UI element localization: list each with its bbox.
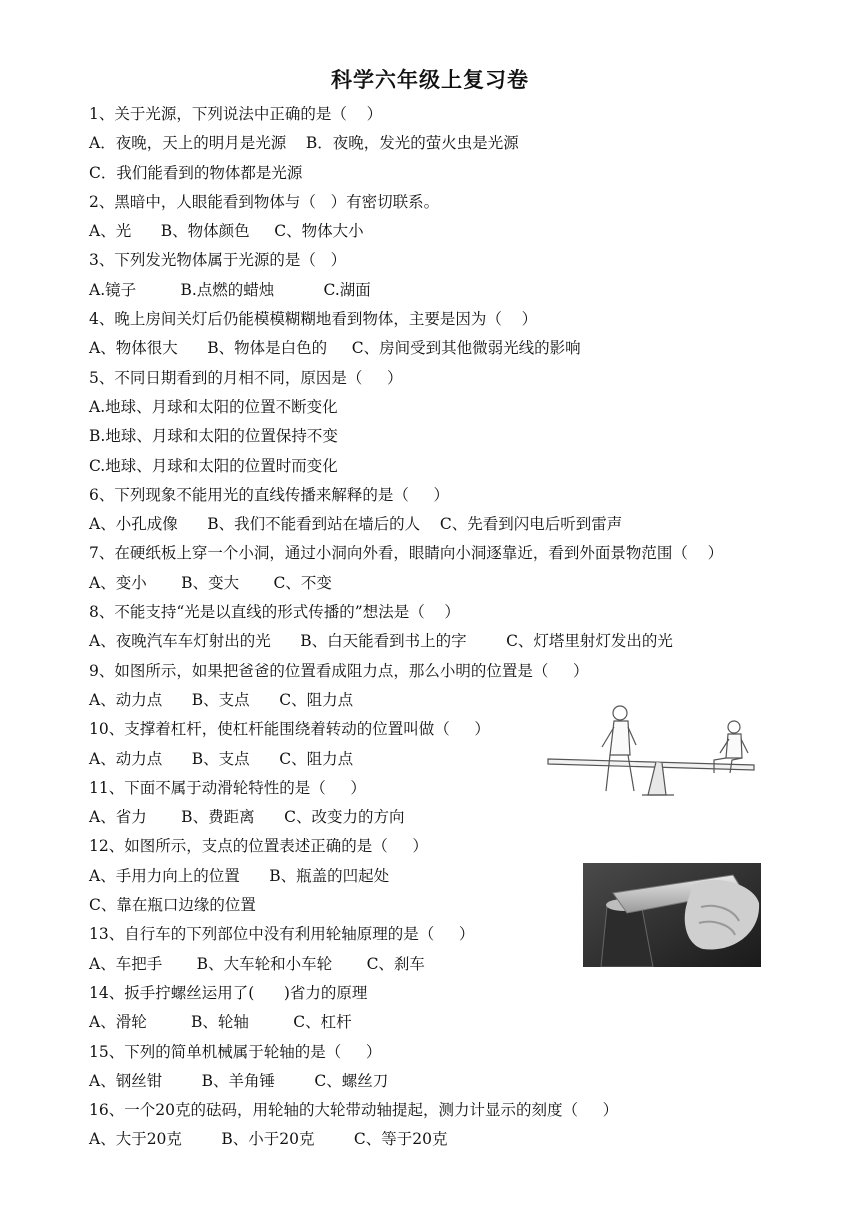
text-line: C、靠在瓶口边缘的位置 — [89, 896, 256, 915]
text-line: A、小孔成像 B、我们不能看到站在墙后的人 C、先看到闪电后听到雷声 — [89, 515, 623, 534]
bottle-opener-photo — [583, 863, 761, 967]
text-line: 1、关于光源，下列说法中正确的是（ ） — [89, 105, 383, 123]
text-line: B.地球、月球和太阳的位置保持不变 — [89, 427, 338, 446]
text-line: A.地球、月球和太阳的位置不断变化 — [89, 397, 338, 416]
text-line: 5、不同日期看到的月相不同，原因是（ ） — [89, 368, 403, 387]
text-line: 12、如图所示，支点的位置表述正确的是（ ） — [89, 837, 428, 856]
text-line: 8、不能支持“光是以直线的形式传播的”想法是（ ） — [89, 603, 460, 622]
text-line: 16、一个20克的砝码，用轮轴的大轮带动轴提起，测力计显示的刻度（ ） — [89, 1101, 619, 1120]
text-line: 3、下列发光物体属于光源的是（ ） — [89, 251, 347, 270]
text-line: A、光 B、物体颜色 C、物体大小 — [89, 222, 364, 241]
text-line: A.镜子 B.点燃的蜡烛 C.湖面 — [89, 280, 371, 299]
text-line: A、夜晚汽车车灯射出的光 B、白天能看到书上的字 C、灯塔里射灯发出的光 — [89, 632, 673, 651]
text-line: 2、黑暗中，人眼能看到物体与（ ）有密切联系。 — [89, 192, 440, 211]
text-line: C．我们能看到的物体都是光源 — [89, 163, 303, 182]
text-line: A、物体很大 B、物体是白色的 C、房间受到其他微弱光线的影响 — [89, 339, 581, 358]
text-line: A、动力点 B、支点 C、阻力点 — [89, 690, 354, 709]
question-list — [89, 100, 789, 1155]
text-line: A、大于20克 B、小于20克 C、等于20克 — [89, 1130, 448, 1149]
text-line: A、滑轮 B、轮轴 C、杠杆 — [89, 1013, 352, 1032]
text-line: 7、在硬纸板上穿一个小洞，通过小洞向外看，眼睛向小洞逐靠近，看到外面景物范围（ ） — [89, 544, 724, 563]
text-line: A、车把手 B、大车轮和小车轮 C、刹车 — [89, 954, 425, 973]
text-line: A、手用力向上的位置 B、瓶盖的凹起处 — [89, 866, 390, 885]
page-title: 科学六年级上复习卷 — [331, 68, 529, 92]
seesaw-figure — [544, 703, 770, 799]
text-line: 14、扳手拧螺丝运用了( )省力的原理 — [89, 983, 368, 1002]
text-line: A、钢丝钳 B、羊角锤 C、螺丝刀 — [89, 1071, 389, 1090]
text-line: 11、下面不属于动滑轮特性的是（ ） — [89, 778, 366, 797]
text-line: C.地球、月球和太阳的位置时而变化 — [89, 456, 338, 475]
text-line: 15、下列的简单机械属于轮轴的是（ ） — [89, 1042, 382, 1061]
text-line: 4、晚上房间关灯后仍能模模糊糊地看到物体，主要是因为（ ） — [89, 310, 538, 329]
text-line: 10、支撑着杠杆，使杠杆能围绕着转动的位置叫做（ ） — [89, 720, 490, 739]
text-line: A、变小 B、变大 C、不变 — [89, 573, 332, 592]
text-line: 6、下列现象不能用光的直线传播来解释的是（ ） — [89, 485, 449, 504]
text-line: 9、如图所示，如果把爸爸的位置看成阻力点，那么小明的位置是（ ） — [89, 661, 589, 680]
text-line: A．夜晚，天上的明月是光源 B．夜晚，发光的萤火虫是光源 — [89, 134, 519, 153]
text-line: A、动力点 B、支点 C、阻力点 — [89, 749, 354, 768]
text-line: A、省力 B、费距离 C、改变力的方向 — [89, 808, 405, 827]
text-line: 13、自行车的下列部位中没有利用轮轴原理的是（ ） — [89, 925, 475, 944]
